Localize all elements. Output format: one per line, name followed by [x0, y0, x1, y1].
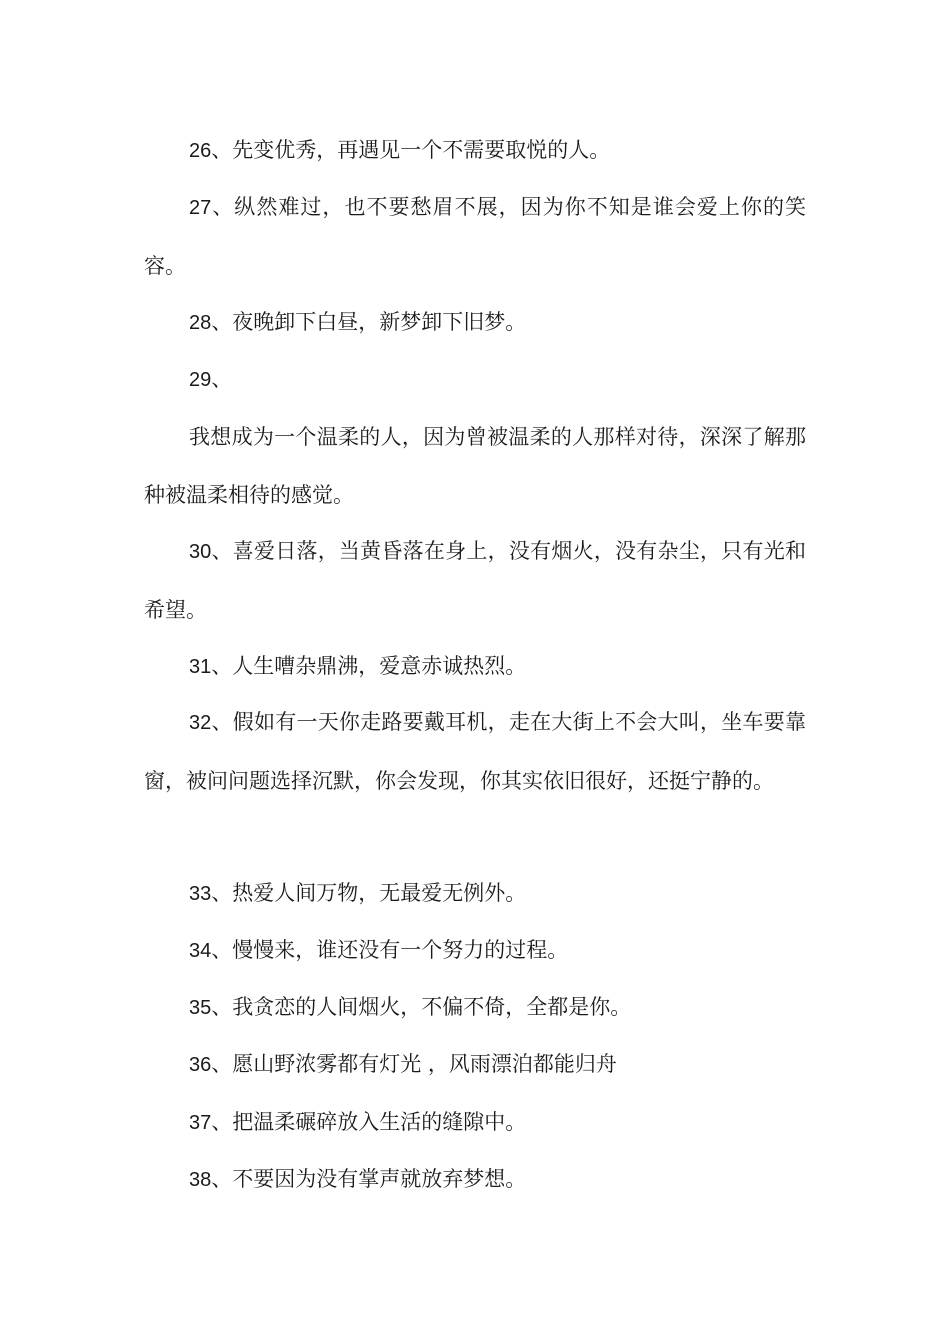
paragraph-29-body [144, 409, 806, 524]
item-text: 、把温柔碾碎放入生活的缝隙中。 [211, 1110, 527, 1134]
item-text: 、 [211, 367, 233, 391]
item-number: 27 [189, 197, 212, 219]
paragraph-38 [144, 1151, 806, 1210]
paragraph-28 [144, 294, 806, 353]
item-text: 、人生嘈杂鼎沸，爱意赤诚热烈。 [211, 654, 527, 678]
item-text: 、我贪恋的人间烟火，不偏不倚，全都是你。 [211, 995, 632, 1019]
item-number: 36 [189, 1054, 212, 1076]
item-text: 、喜爱日落，当黄昏落在身上，没有烟火，没有杂尘，只有光和希望。 [144, 539, 806, 622]
paragraph-35 [144, 979, 806, 1038]
item-text: 、先变优秀，再遇见一个不需要取悦的人。 [211, 138, 611, 162]
paragraph-26 [144, 122, 806, 181]
item-text: 、纵然难过，也不要愁眉不展，因为你不知是谁会爱上你的笑容。 [144, 195, 806, 278]
item-text: 、假如有一天你走路要戴耳机，走在大街上不会大叫，坐车要靠窗，被问问题选择沉默，你会发现，你其实依旧很好，还挺宁静的。 [144, 710, 806, 793]
item-number: 26 [189, 140, 212, 162]
item-number: 28 [189, 312, 212, 334]
item-text: 、夜晚卸下白昼，新梦卸下旧梦。 [211, 310, 527, 334]
paragraph-30 [144, 523, 806, 639]
item-text: 、慢慢来，谁还没有一个努力的过程。 [211, 938, 569, 962]
item-text: 、愿山野浓雾都有灯光 ，风雨漂泊都能归舟 [211, 1052, 617, 1076]
paragraph-37 [144, 1094, 806, 1153]
paragraph-33 [144, 865, 806, 924]
item-number: 30 [189, 541, 212, 563]
item-text: 、热爱人间万物，无最爱无例外。 [211, 881, 527, 905]
item-number: 31 [189, 656, 212, 678]
item-number: 32 [189, 712, 212, 734]
paragraph-29 [144, 351, 806, 410]
item-number: 35 [189, 997, 212, 1019]
item-text: 我想成为一个温柔的人，因为曾被温柔的人那样对待，深深了解那种被温柔相待的感觉。 [144, 425, 806, 507]
paragraph-32 [144, 694, 806, 810]
item-number: 34 [189, 940, 212, 962]
paragraph-34 [144, 922, 806, 981]
item-number: 38 [189, 1169, 212, 1191]
paragraph-36 [144, 1036, 806, 1095]
item-number: 37 [189, 1112, 212, 1134]
item-text: 、不要因为没有掌声就放弃梦想。 [211, 1167, 527, 1191]
item-number: 29 [189, 369, 212, 391]
paragraph-27 [144, 179, 806, 295]
item-number: 33 [189, 883, 212, 905]
paragraph-31 [144, 638, 806, 697]
